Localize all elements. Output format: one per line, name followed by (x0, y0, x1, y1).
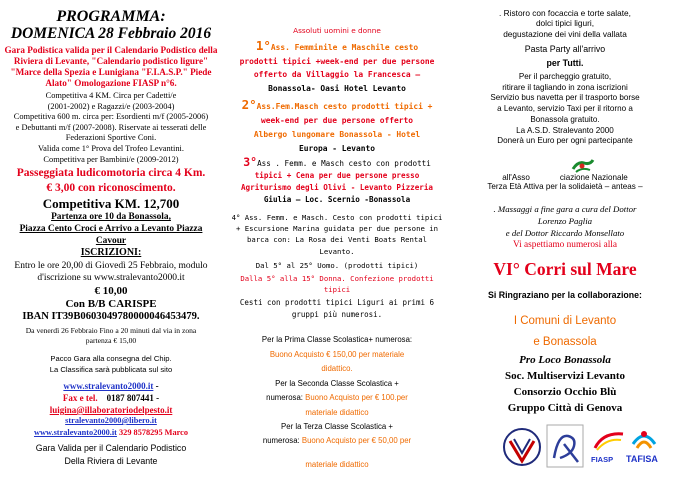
massage-info: . Massaggi a fine gara a cura del Dottor Lorenzo Paglia e del Dottor Riccardo Monsellato (493, 204, 637, 238)
start-info: Partenza ore 10 da Bonassola, (51, 212, 171, 222)
parking-info: Per il parcheggio gratuito, ritirare il tagliando in zona iscrizioni Servizio bus navetta per il trasporto borse a Levanto, servizio Taxi per il ritorno a Bonassola gratuito. La A.S.D. Stralevanto 2000 Donerà un Euro per ogni partecipante (490, 72, 640, 146)
sponsor-multiservizi: Soc. Multiservizi Levanto (504, 370, 626, 382)
info-column: . Ristoro con focaccia e torte salate, dolci tipici liguri, degustazione dei vini della vallata Pasta Party all'arrivo per Tutti. Per il parcheggio gratuito, ritirare il tagliando in zona iscrizioni Servizio bus navetta per il trasporto borse a Levanto, servizio Taxi per il ritorno a Bonassola gratuito. La A.S.D. Stralevanto 2000 Donerà un Euro per ogni partecipante all'Asso ciazione Nazionale Terza Età Attiva per la solidaietà – anteas – . Massaggi a fine gara a cura del Dottor Lorenzo Paglia e del Dottor Riccardo Monsellato Vi aspettiamo numerosi alla VI° Corri sul Mare Si Ringraziano per la collaborazione: I Comuni di Levanto e Bonassola Pro Loco Bonassola Soc. Multiservizi Levanto Consorzio Occhio Blù Gruppo Città di Genova FIASP TAFISA (452, 0, 678, 480)
fax-number: 0187 807441 (106, 393, 154, 403)
sponsor-comuni: I Comuni di Levanto (513, 315, 617, 327)
email-link-pesto[interactable]: luigina@illaboratoriodelpesto.it (49, 405, 173, 415)
sponsor-consorzio: Consorzio Occhio Blù (513, 386, 617, 398)
event-name: VI° Corri sul Mare (493, 259, 637, 279)
competitive-categories: Competitiva 4 KM. Circa per Cadetti/e (2001-2002) e Ragazzi/e (2003-2004) Competitiva 600 m. circa per: Esordienti m/f (2005-2006) e Debuttanti m/f (2007-2008). Riservate ai tesserati delle Federazioni Sportive Coni. Valida come 1° Prova del Trofeo Levantini. Competitiva per Bambini/e (2009-2012) (13, 91, 209, 164)
thanks-heading: Si Ringraziano per la collaborazione: (488, 290, 642, 300)
race-pack: Pacco Gara alla consegna del Chip. La Classifica sarà pubblicata sul sito (49, 354, 173, 374)
anteas-description: Terza Età Attiva per la solidaietà – anteas – (487, 182, 643, 191)
finish-place: Cavour (95, 236, 127, 246)
calendar-validity: Gara Valida per il Calendario Podistico Della Riviera di Levante (35, 443, 187, 466)
fiasp-logo-text: FIASP (591, 455, 614, 464)
school-prizes: Per la Prima Classe Scolastica+ numerosa: Buono Acquisto € 150,00 per materiale didattico. Per la Seconda Classe Scolastica + numerosa: Buono Acquisto per € 100.per materiale didattico Per la Terza Classe Scolastica + (261, 335, 413, 431)
fiasp-logo-icon (589, 428, 627, 452)
refreshment-info: . Ristoro con focaccia e torte salate, dolci tipici liguri, degustazione dei vini della vallata (499, 8, 631, 39)
third-class-label: numerosa: (262, 436, 300, 445)
finish-info: Piazza Cento Croci e Arrivo a Levanto Piazza (19, 224, 203, 234)
fourth-prize: 4° Ass. Femm. e Masch. Cesto con prodotti tipici + Escursione Marina guidata per due persone in barca con: La Rosa dei Venti Boats Rental Levanto. (231, 213, 443, 256)
third-class-material: materiale didattico (305, 460, 369, 469)
program-column: PROGRAMMA: DOMENICA 28 Febbraio 2016 Gara Podistica valida per il Calendario Podistico della Riviera di Levante, "Calendario podistico ligure" "Marce della Spezia e Lunigiana "F.I.A.S.P." Piede Alato" Omologazione FIASP n°6. Competitiva 4 KM. Circa per Cadetti/e (2001-2002) e Ragazzi/e (2003-2004) Competitiva 600 m. circa per: Esordienti m/f (2005-2006) e Debuttanti m/f (2007-2008). Riservate ai tesserati delle Federazioni Sportive Coni. Valida come 1° Prova del Trofeo Levantini. Competitiva per Bambini/e (2009-2012) Passeggiata ludicomotoria circa 4 Km. € 3,00 con riconoscimento. Competitiva KM. 12,700 Partenza ore 10 da Bonassola, Piazza Cento Croci e Arrivo a Levanto Piazza Cavour ISCRIZIONI: Entro le ore 20,00 di Giovedì 25 Febbraio, modulo d'iscrizione su www.stralevanto2000.it € 10,00 Con B/B CARISPE IBAN IT39B0603049780000046453479. Da venerdì 26 Febbraio Fino a 20 minuti dal via in zona partenza € 15,00 Pacco Gara alla consegna del Chip. La Classifica sarà pubblicata sul sito www.stralevanto2000.it - Fax e tel. 0187 807441 - luigina@illaboratoriodelpesto.it stralevanto2000@libero.it www.stralevanto2000.it 329 8578295 Marco Gara Valida per il Calendario Podistico Della Riviera di Levante (0, 0, 222, 480)
anteas-logo-icon (570, 157, 596, 175)
third-prize: 3°Ass . Femm. e Masch cesto con prodotti tipici + Cena per due persone presso Agriturismo degli Olivi - Levanto Pizzeria Giulia – Loc. Scernio -Bonassola (240, 155, 434, 204)
invitation: Vi aspettiamo numerosi alla (512, 240, 617, 250)
registration-fee: € 10,00 (94, 285, 128, 297)
walk-price: € 3,00 con riconoscimento. (46, 182, 176, 194)
pasta-party: Pasta Party all'arrivo per Tutti. (524, 44, 606, 68)
contact-phone: 329 8578295 Marco (116, 428, 189, 437)
anteas-logo-gap (530, 170, 560, 180)
bank-name: Con B/B CARISPE (65, 298, 157, 310)
third-class-prize: Buono Acquisto per € 50,00 per (299, 436, 412, 445)
sponsor-proloco: Pro Loco Bonassola (519, 354, 611, 366)
prizes-heading: Assoluti uomini e donne (293, 26, 381, 35)
late-registration: Da venerdì 26 Febbraio Fino a 20 minuti dal via in zona partenza € 15,00 (25, 326, 197, 345)
race-validity: Gara Podistica valida per il Calendario Podistico della Riviera di Levante, "Calendario podistico ligure" "Marce della Spezia e Lunigiana "F.I.A.S.P." Piede Alato" Omologazione FIASP n°6. (4, 45, 218, 88)
iban: IBAN IT39B0603049780000046453479. (22, 311, 200, 322)
program-title: PROGRAMMA: (56, 8, 166, 25)
website-link[interactable]: www.stralevanto2000.it (63, 381, 154, 391)
competitive-distance: Competitiva KM. 12,700 (42, 196, 180, 211)
women-prizes: Dalla 5° alla 15° Donna. Confezione prodotti tipici (240, 274, 434, 295)
sponsor-gruppo-genova: Gruppo Città di Genova (507, 402, 623, 414)
team-logo-icon (502, 427, 542, 467)
men-prizes: Dal 5° al 25° Uomo. (prodotti tipici) (255, 261, 419, 270)
registration-title: ISCRIZIONI: (80, 247, 142, 258)
first-prize: 1°Ass. Femminile e Maschile cesto prodotti tipici +week-end per due persone offerto da Villaggio la Francesca – Bonassola- Oasi Hotel Levanto (239, 38, 435, 93)
sponsor-bonassola: e Bonassola (533, 336, 597, 348)
prizes-column (224, 0, 450, 480)
email-link-stralevanto[interactable]: stralevanto2000@libero.it (65, 416, 157, 425)
registration-deadline: Entro le ore 20,00 di Giovedì 25 Febbraio, modulo d'iscrizione su www.stralevanto2000.it (14, 261, 208, 283)
fax-label: Fax e tel. (62, 393, 98, 403)
walk-distance: Passeggiata ludicomotoria circa 4 Km. (16, 167, 206, 179)
stralevanto-logo-icon (546, 424, 584, 468)
tafisa-logo-icon (629, 426, 659, 452)
second-prize: 2°Ass.Fem.Masch cesto prodotti tipici + week-end per due persone offerto Albergo lungomare Bonassola - Hotel Europa - Levanto (241, 97, 433, 153)
group-prizes: Cesti con prodotti tipici Liguri ai primi 6 gruppi più numerosi. (239, 298, 435, 319)
program-date: DOMENICA 28 Febbraio 2016 (10, 25, 212, 42)
tafisa-logo-text: TAFISA (626, 454, 658, 464)
website-link-2[interactable]: www.stralevanto2000.it (33, 428, 117, 437)
